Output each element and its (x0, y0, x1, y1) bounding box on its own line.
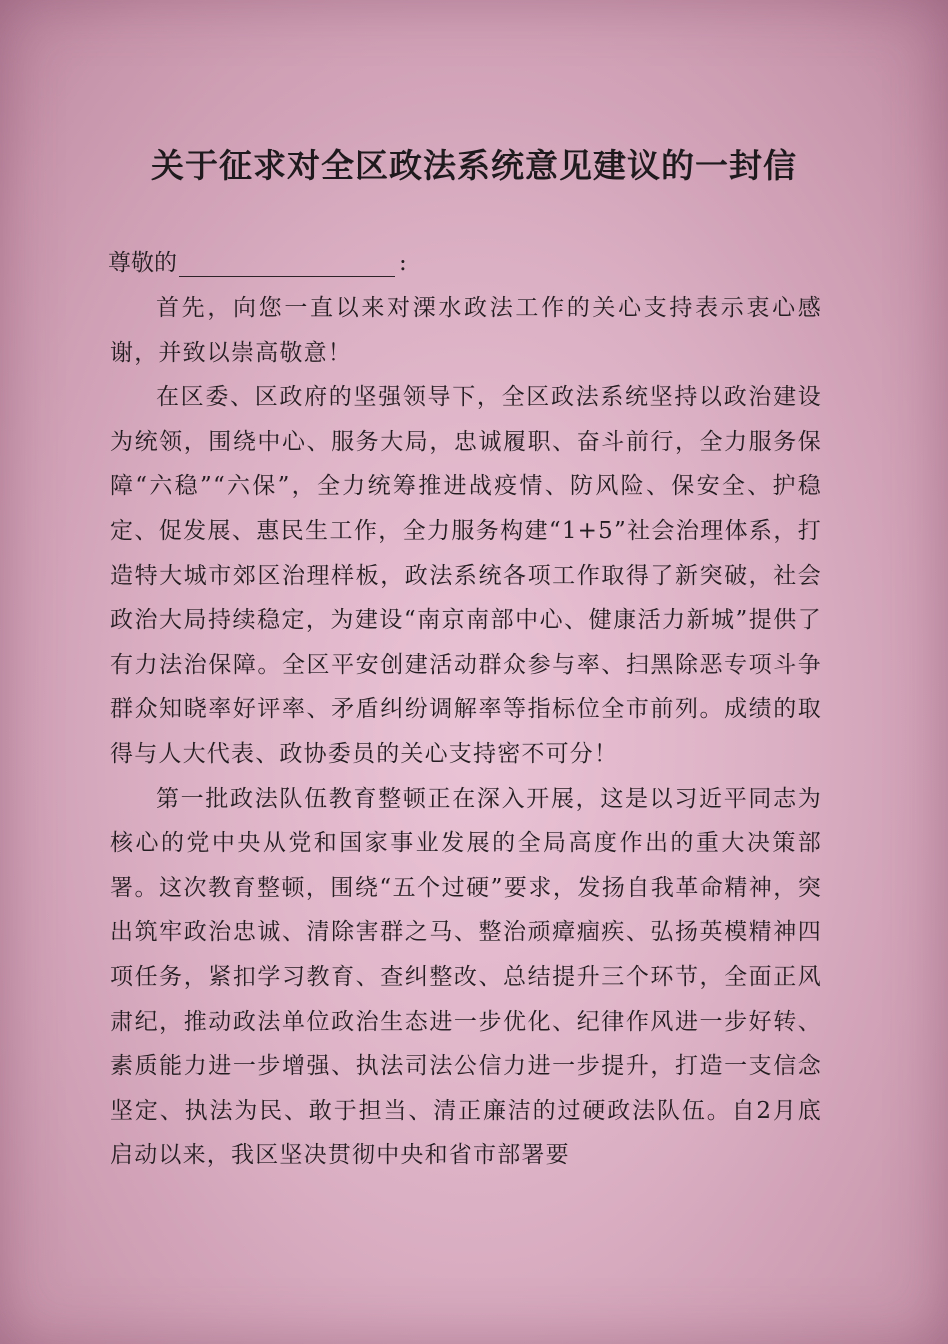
letter-body (110, 286, 822, 1178)
letter-title: 关于征求对全区政法系统意见建议的一封信 (151, 146, 797, 185)
salutation-prefix: 尊敬的 (108, 250, 177, 276)
paragraph-education-rectification: 第一批政法队伍教育整顿正在深入开展，这是以习近平同志为核心的党中央从党和国家事业发展的全局高度作出的重大决策部署。这次教育整顿，围绕“五个过硬”要求，发扬自我革命精神，突出筑牢政治忠诚、清除害群之马、整治顽瘴痼疾、弘扬英模精神四项任务，紧扣学习教育、查纠整改、总结提升三个环节，全面正风肃纪，推动政法单位政治生态进一步优化、纪律作风进一步好转、素质能力进一步增强、执法司法公信力进一步提升，打造一支信念坚定、执法为民、敢于担当、清正廉洁的过硬政法队伍。自2月底启动以来，我区坚决贯彻中央和省市部署要 (110, 785, 822, 1169)
paragraph-thanks: 首先，向您一直以来对溧水政法工作的关心支持表示衷心感谢，并致以崇高敬意！ (110, 295, 822, 366)
salutation (108, 244, 407, 277)
salutation-colon: : (399, 250, 407, 276)
recipient-blank-line (179, 254, 395, 277)
paragraph-achievements: 在区委、区政府的坚强领导下，全区政法系统坚持以政治建设为统领，围绕中心、服务大局，忠诚履职、奋斗前行，全力服务保障“六稳”“六保”，全力统筹推进战疫情、防风险、保安全、护稳定、促发展、惠民生工作，全力服务构建“1+5”社会治理体系，打造特大城市郊区治理样板，政法系统各项工作取得了新突破，社会政治大局持续稳定，为建设“南京南部中心、健康活力新城”提供了有力法治保障。全区平安创建活动群众参与率、扫黑除恶专项斗争群众知晓率好评率、矛盾纠纷调解率等指标位全市前列。成绩的取得与人大代表、政协委员的关心支持密不可分！ (110, 384, 822, 767)
